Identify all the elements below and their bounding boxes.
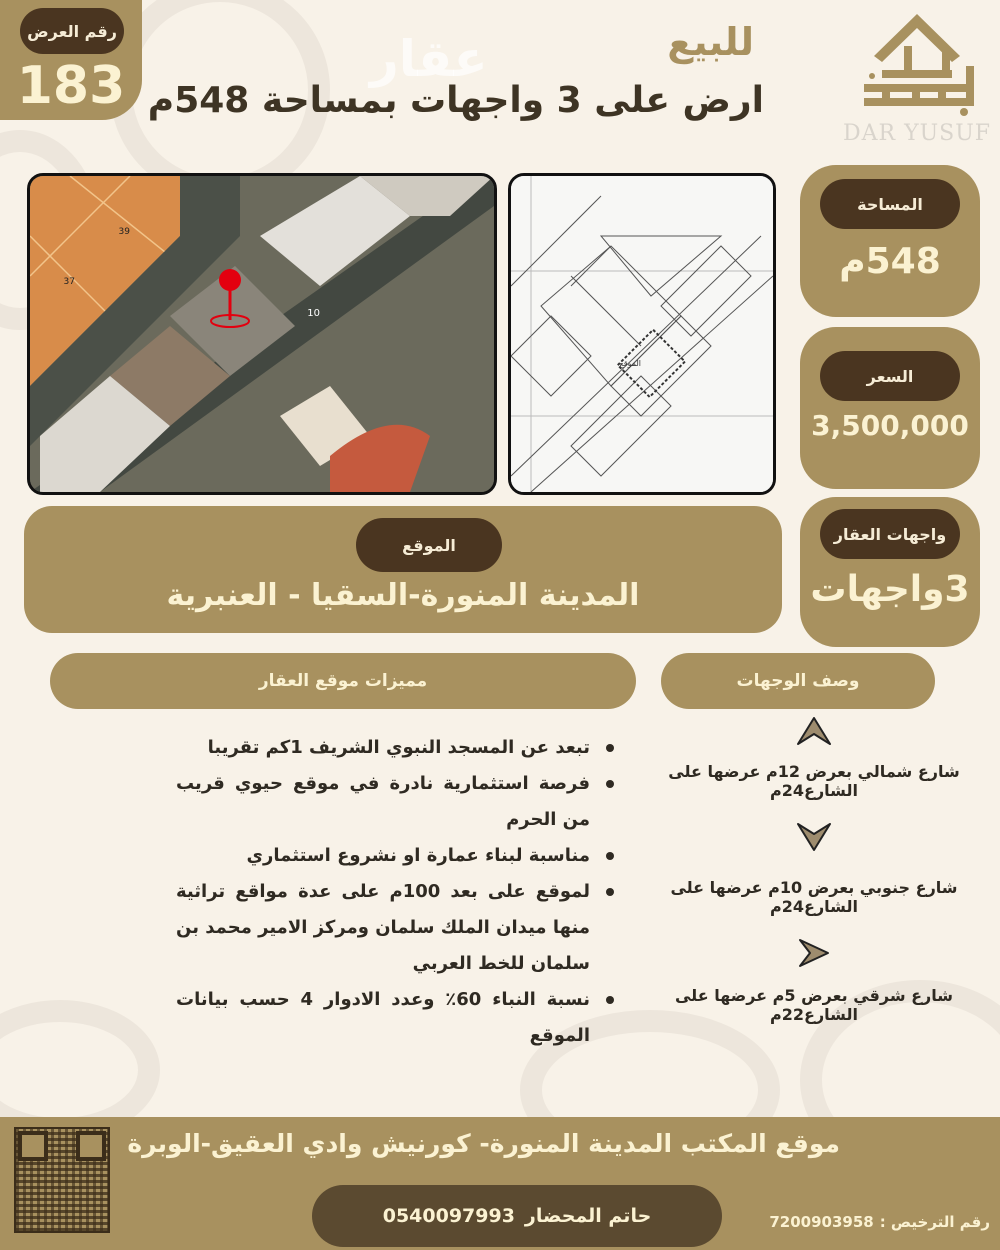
feature-item: مناسبة لبناء عمارة او نشروع استثماري: [176, 838, 618, 874]
office-location: موقع المكتب المدينة المنورة- كورنيش وادي العقيق-الوبرة: [127, 1129, 840, 1158]
license-number: 7200903958: [769, 1213, 874, 1231]
location-label: الموقع: [356, 518, 502, 572]
price-label: السعر: [820, 351, 960, 401]
qr-code[interactable]: [14, 1127, 110, 1233]
dar-yusuf-logo: [842, 6, 992, 146]
svg-text:الموقع: الموقع: [619, 359, 641, 368]
price-card: [800, 327, 980, 489]
features-list: [176, 730, 618, 1054]
satellite-image: [27, 173, 497, 495]
svg-text:10: 10: [307, 308, 320, 319]
features-section-header: مميزات موقع العقار: [50, 653, 636, 709]
facades-label: واجهات العقار: [820, 509, 960, 559]
house-logo-icon: [842, 6, 992, 116]
svg-text:39: 39: [118, 227, 130, 237]
offer-number-value: 183: [16, 56, 126, 116]
location-bar: [24, 506, 782, 633]
for-sale-title: للبيع: [667, 20, 754, 64]
contact-name: حاتم المحضار: [524, 1205, 652, 1227]
feature-item: لموقع على بعد 100م على عدة مواقع تراثية منها ميدان الملك سلمان ومركز الامير محمد بن سلمان للخط العربي: [176, 874, 618, 982]
logo-latin-text: DAR YUSUF: [842, 121, 992, 146]
svg-text:37: 37: [63, 277, 75, 287]
facade-south-text: شارع جنوبي بعرض 10م عرضها على الشارع24م: [670, 878, 958, 916]
facades-value: 3واجهات: [810, 569, 970, 610]
location-value: المدينة المنورة-السقيا - العنبرية: [166, 578, 640, 613]
license-info: [769, 1213, 990, 1231]
area-card: [800, 165, 980, 317]
feature-item: نسبة النباء 60٪ وعدد الادوار 4 حسب بيانات الموقع: [176, 982, 618, 1054]
area-label: المساحة: [820, 179, 960, 229]
facade-east-text: شارع شرقي بعرض 5م عرضها على الشارع22م: [674, 986, 954, 1024]
offer-number-label: رقم العرض: [20, 8, 124, 54]
site-plan-drawing: [511, 176, 773, 492]
satellite-map: [30, 176, 494, 492]
facade-north-text: شارع شمالي بعرض 12م عرضها على الشارع24م: [668, 762, 960, 800]
feature-item: تبعد عن المسجد النبوي الشريف 1كم تقريبا: [176, 730, 618, 766]
arrow-down-icon: [796, 822, 832, 852]
contact-phone[interactable]: 0540097993: [382, 1205, 515, 1227]
offer-number-badge: [0, 0, 142, 120]
price-value: 3,500,000: [811, 409, 969, 442]
facades-list: [632, 716, 996, 1024]
facades-card: [800, 497, 980, 647]
listing-headline: ارض على 3 واجهات بمساحة 548م: [147, 80, 764, 121]
arrow-right-icon: [798, 938, 830, 968]
contact-button[interactable]: [312, 1185, 722, 1247]
site-plan-image: [508, 173, 776, 495]
facades-section-header: وصف الوجهات: [661, 653, 935, 709]
feature-item: فرصة استثمارية نادرة في موقع حيوي قريب من الحرم: [176, 766, 618, 838]
arrow-up-icon: [796, 716, 832, 746]
watermark-text: عقار: [370, 30, 488, 88]
footer: [0, 1117, 1000, 1250]
area-value: 548م: [839, 241, 941, 282]
license-label: رقم الترخيص :: [879, 1213, 990, 1231]
